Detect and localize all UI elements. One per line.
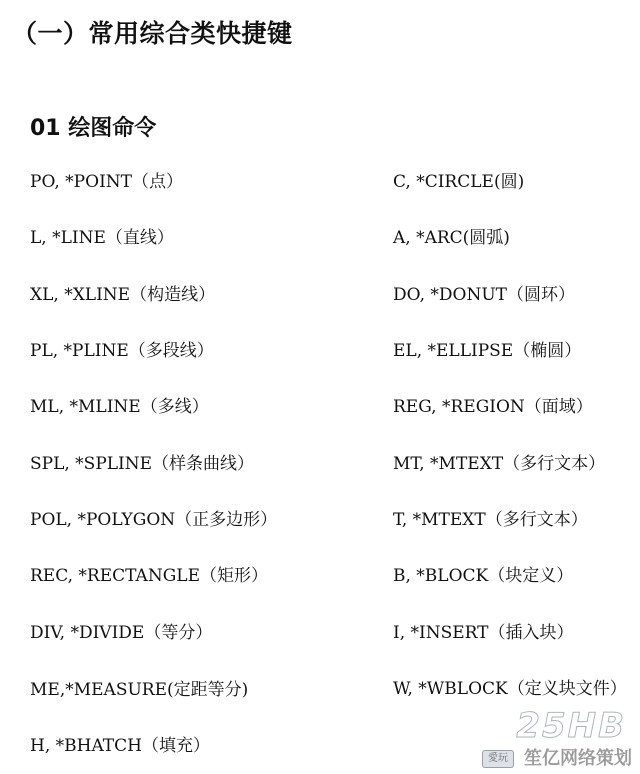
command-item: EL, *ELLIPSE（椭圆） (393, 341, 582, 361)
command-item: PO, *POINT（点） (30, 172, 183, 192)
command-item: PL, *PLINE（多段线） (30, 341, 214, 361)
command-item: H, *BHATCH（填充） (30, 736, 210, 756)
command-item: SPL, *SPLINE（样条曲线） (30, 454, 255, 474)
command-item: A, *ARC(圆弧) (393, 228, 510, 248)
command-item: L, *LINE（直线） (30, 228, 174, 248)
command-item: I, *INSERT（插入块） (393, 623, 574, 643)
watermark-badge: 愛玩 (482, 750, 514, 768)
command-item: ML, *MLINE（多线） (30, 397, 209, 417)
section-title: （一）常用综合类快捷键 (12, 19, 293, 48)
command-item: DIV, *DIVIDE（等分） (30, 623, 213, 643)
command-item: MT, *MTEXT（多行文本） (393, 454, 606, 474)
command-item: REC, *RECTANGLE（矩形） (30, 566, 268, 586)
command-item: DO, *DONUT（圆环） (393, 285, 575, 305)
watermark (464, 706, 634, 770)
subsection-title: 01 绘图命令 (30, 116, 157, 141)
command-item: C, *CIRCLE(圆) (393, 172, 525, 192)
watermark-text: 笙亿网络策划 (524, 748, 632, 769)
command-item: B, *BLOCK（块定义） (393, 566, 574, 586)
command-item: REG, *REGION（面域） (393, 397, 593, 417)
watermark-logo: 25HB (516, 706, 626, 746)
command-item: W, *WBLOCK（定义块文件） (393, 679, 627, 699)
command-item: T, *MTEXT（多行文本） (393, 510, 588, 530)
command-item: ME,*MEASURE(定距等分) (30, 680, 249, 700)
command-item: POL, *POLYGON（正多边形） (30, 510, 278, 530)
command-item: XL, *XLINE（构造线） (30, 285, 216, 305)
